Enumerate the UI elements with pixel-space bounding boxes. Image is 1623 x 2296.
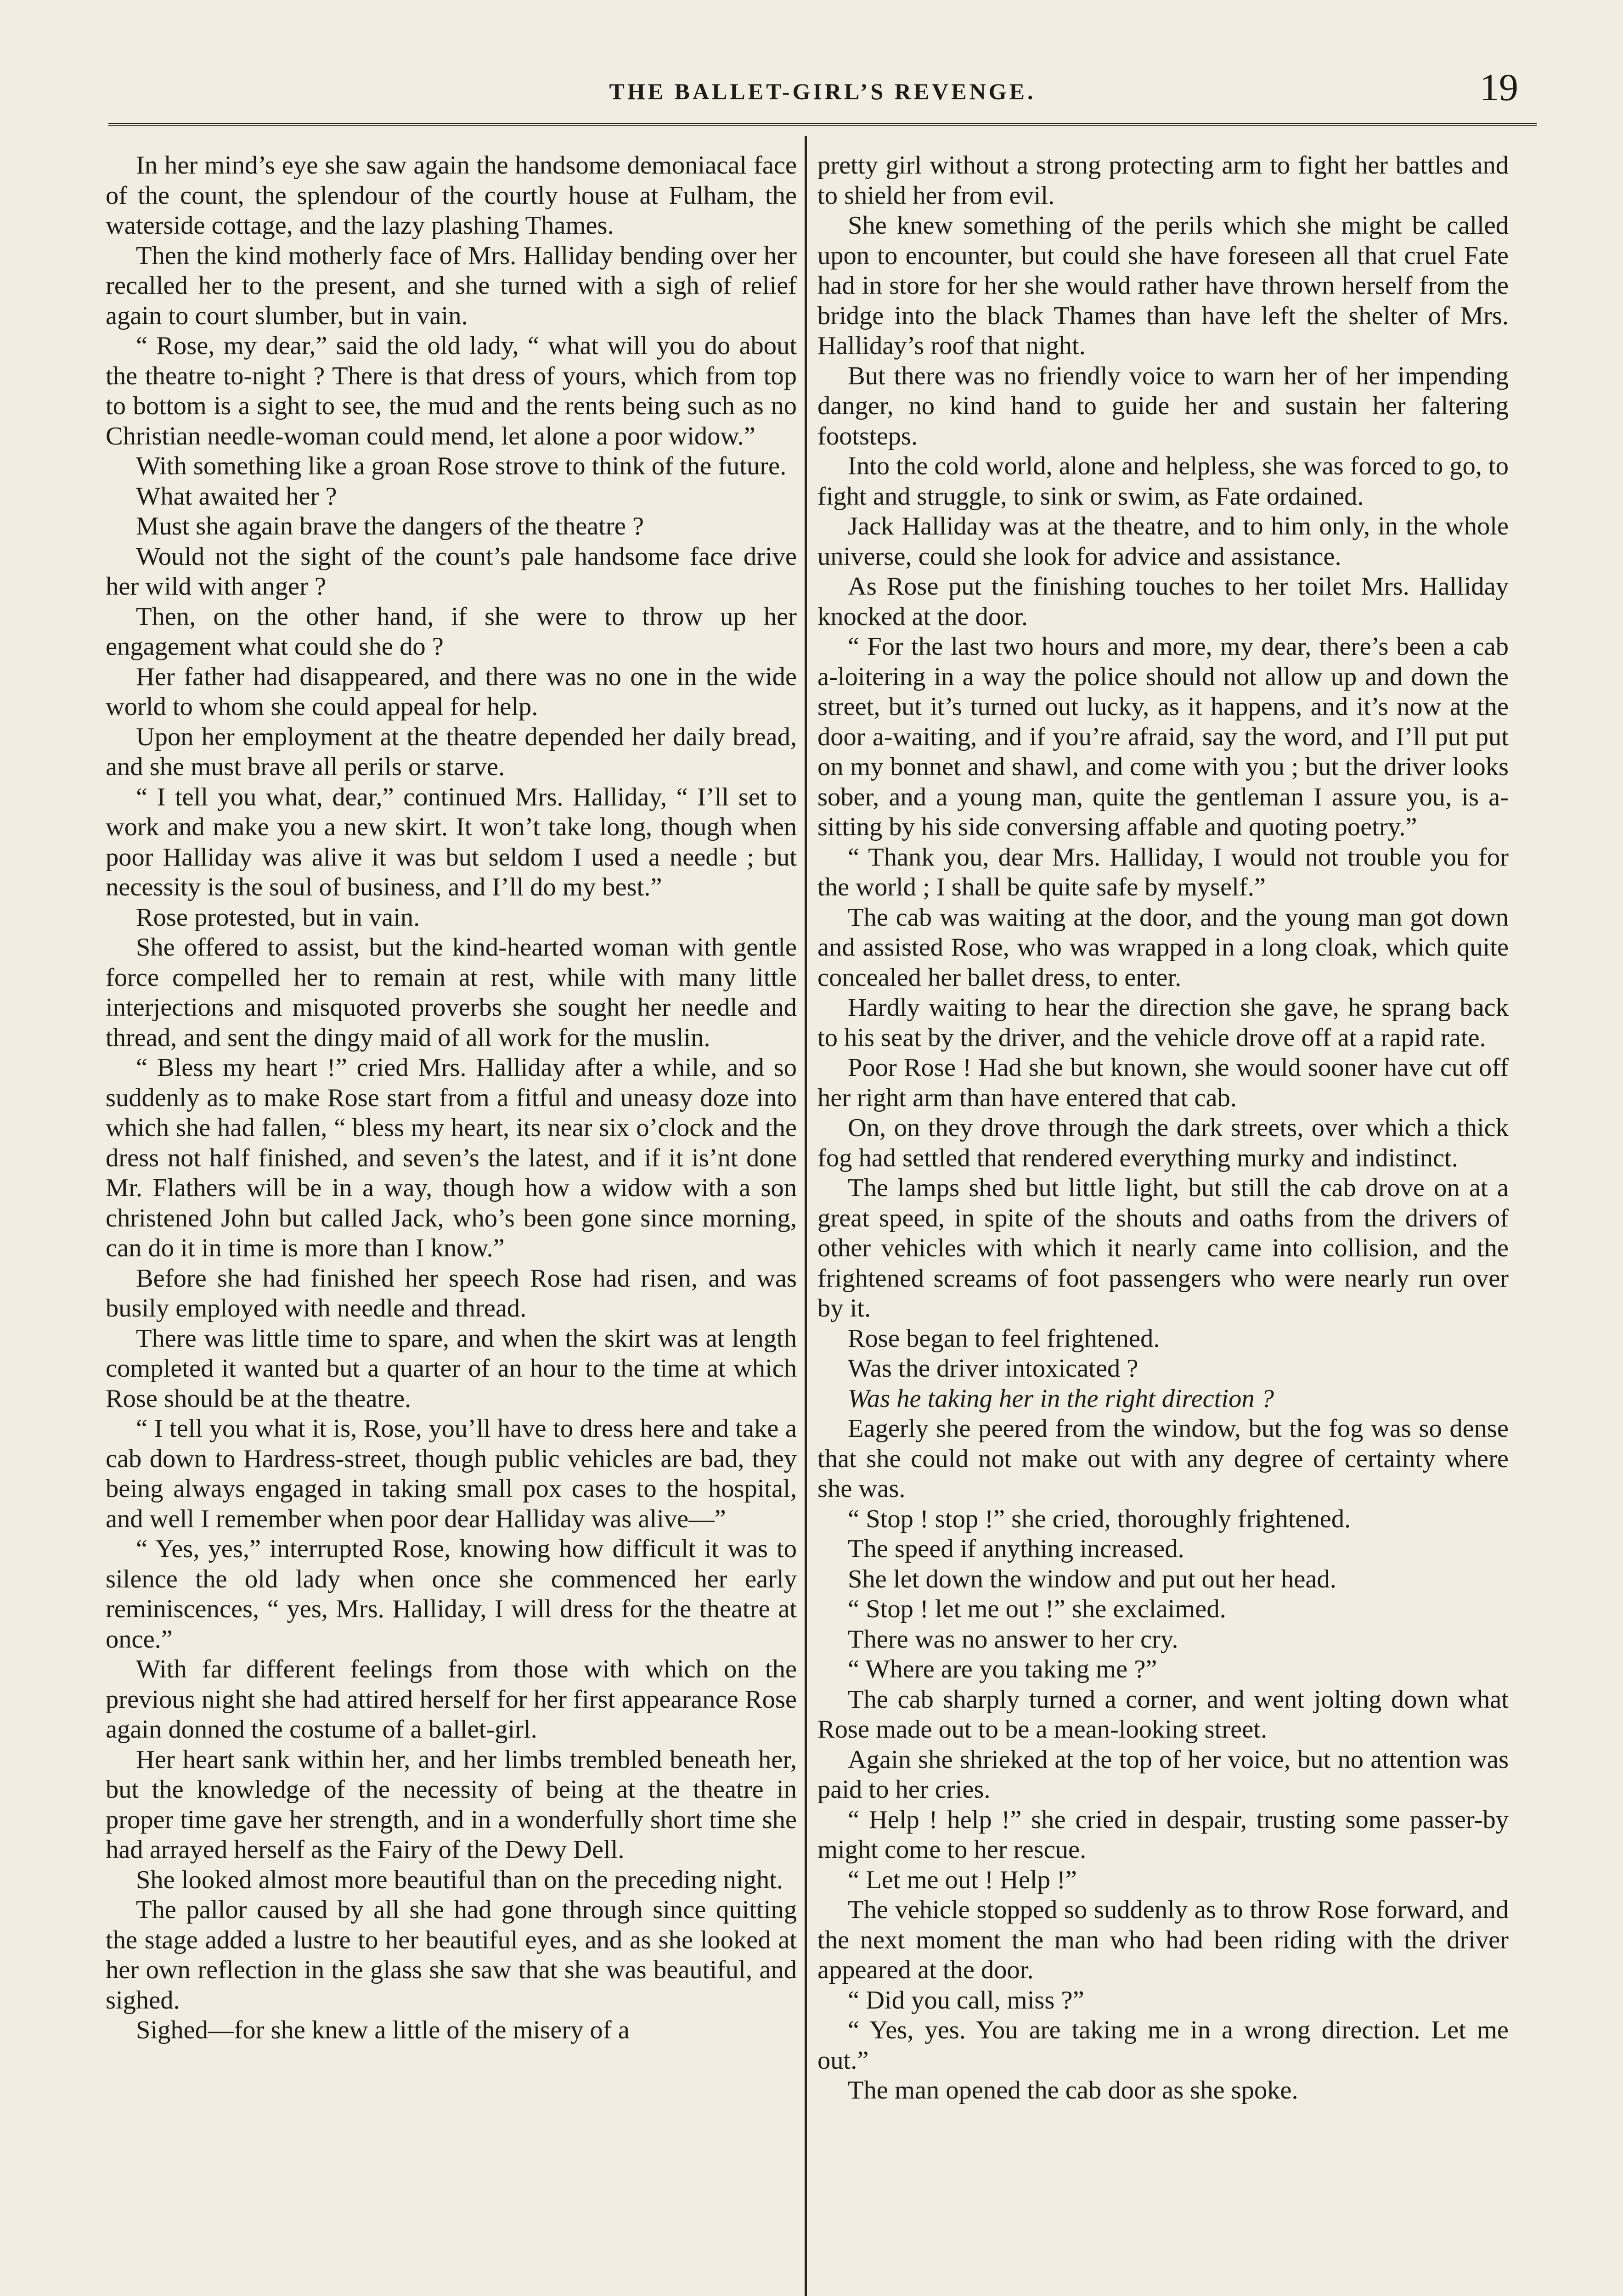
paragraph: Before she had finished her speech Rose had risen, and was busily employed with needle and thread. xyxy=(106,1264,797,1322)
paragraph: Jack Halliday was at the theatre, and to him only, in the whole universe, could she look for advice and assistance. xyxy=(817,512,1509,571)
paragraph: “ Yes, yes,” interrupted Rose, knowing how difficult it was to silence the old lady when once she commenced her early reminiscences, “ yes, Mrs. Halliday, I will dress for the theatre at once.” xyxy=(106,1535,797,1654)
paragraph: “ Thank you, dear Mrs. Halliday, I would not trouble you for the world ; I shall be quite safe by myself.” xyxy=(817,843,1509,901)
paragraph: Must she again brave the dangers of the theatre ? xyxy=(136,512,644,540)
paragraph: She offered to assist, but the kind-hearted woman with gentle force compelled her to remain at rest, while with many little interjections and misquoted proverbs she sought her needle and thread, and sent the dingy maid of all work for the muslin. xyxy=(106,933,797,1052)
paragraph: Her father had disappeared, and there was no one in the wide world to whom she could appeal for help. xyxy=(106,662,797,721)
paragraph: She let down the window and put out her head. xyxy=(848,1564,1336,1593)
paragraph: “ Help ! help !” she cried in despair, trusting some passer-by might come to her rescue. xyxy=(817,1805,1509,1864)
left-column xyxy=(106,151,797,2296)
paragraph-italic: Was he taking her in the right direction ? xyxy=(848,1384,1274,1413)
paragraph: The pallor caused by all she had gone through since quitting the stage added a lustre to her beautiful eyes, and as she looked at her own reflection in the glass she saw that she was beautiful, and sighed. xyxy=(106,1896,797,2015)
paragraph: The man opened the cab door as she spoke. xyxy=(848,2076,1298,2105)
paragraph: “ Yes, yes. You are taking me in a wrong direction. Let me out.” xyxy=(817,2016,1509,2075)
paragraph: Hardly waiting to hear the direction she gave, he sprang back to his seat by the driver, and the vehicle drove off at a rapid rate. xyxy=(817,993,1509,1052)
paragraph: Was the driver intoxicated ? xyxy=(848,1354,1138,1383)
paragraph: What awaited her ? xyxy=(136,482,337,511)
paragraph: In her mind’s eye she saw again the handsome demoniacal face of the count, the splendour of the courtly house at Fulham, the waterside cottage, and the lazy plashing Thames. xyxy=(106,151,797,240)
running-title: THE BALLET-GIRL’S REVENGE. xyxy=(609,79,1036,104)
paragraph: Her heart sank within her, and her limbs trembled beneath her, but the knowledge of the necessity of being at the theatre in proper time gave her strength, and in a wonderfully short time she had arrayed herself as the Fairy of the Dewy Dell. xyxy=(106,1745,797,1864)
paragraph: She knew something of the perils which she might be called upon to encounter, but could she have foreseen all that cruel Fate had in store for her she would rather have thrown herself from the bridge into the black Thames than have left the shelter of Mrs. Halliday’s roof that night. xyxy=(817,211,1509,360)
column-divider xyxy=(805,136,807,2296)
paragraph: “ Rose, my dear,” said the old lady, “ what will you do about the theatre to-night ? There is that dress of yours, which from top to bottom is a sight to see, the mud and the rents being such as no Christian needle-woman could mend, let alone a poor widow.” xyxy=(106,332,797,450)
paragraph: There was little time to spare, and when the skirt was at length completed it wanted but a quarter of an hour to the time at which Rose should be at the theatre. xyxy=(106,1324,797,1413)
paragraph: “ I tell you what, dear,” continued Mrs. Halliday, “ I’ll set to work and make you a new skirt. It won’t take long, though when poor Halliday was alive it was but seldom I used a needle ; but necessity is the soul of business, and I’ll do my best.” xyxy=(106,782,797,901)
paragraph: “ Stop ! stop !” she cried, thoroughly frightened. xyxy=(848,1504,1351,1533)
paragraph: Again she shrieked at the top of her voice, but no attention was paid to her cries. xyxy=(817,1745,1509,1804)
paragraph: As Rose put the finishing touches to her toilet Mrs. Halliday knocked at the door. xyxy=(817,572,1509,631)
paragraph: Upon her employment at the theatre depended her daily bread, and she must brave all perils or starve. xyxy=(106,722,797,781)
paragraph: Into the cold world, alone and helpless, she was forced to go, to fight and struggle, to sink or swim, as Fate ordained. xyxy=(817,452,1509,511)
paragraph: “ Bless my heart !” cried Mrs. Halliday after a while, and so suddenly as to make Rose start from a fitful and uneasy doze into which she had fallen, “ bless my heart, its near six o’clock and the dress not half finished, and seven’s the latest, and if it is’nt done Mr. Flathers will be in a way, though how a widow with a son christened John but called Jack, who’s been gone since morning, can do it in time is more than I know.” xyxy=(106,1053,797,1262)
paragraph: The cab sharply turned a corner, and went jolting down what Rose made out to be a mean-looking street. xyxy=(817,1685,1509,1744)
paragraph: She looked almost more beautiful than on the preceding night. xyxy=(136,1865,783,1894)
paragraph: With something like a groan Rose strove to think of the future. xyxy=(136,452,787,480)
paragraph: Rose protested, but in vain. xyxy=(136,903,420,932)
paragraph: Eagerly she peered from the window, but the fog was so dense that she could not make out with any degree of certainty where she was. xyxy=(817,1414,1509,1503)
page-number: 19 xyxy=(1480,66,1518,109)
paragraph: Then, on the other hand, if she were to throw up her engagement what could she do ? xyxy=(106,602,797,661)
right-column xyxy=(817,151,1509,2296)
paragraph: “ Stop ! let me out !” she exclaimed. xyxy=(848,1595,1226,1623)
paragraph: Sighed—for she knew a little of the misery of a xyxy=(136,2016,630,2044)
paragraph: “ I tell you what it is, Rose, you’ll have to dress here and take a cab down to Hardress-street, though public vehicles are bad, they being always engaged in taking small pox cases to the hospital, and well I remember when poor dear Halliday was alive—” xyxy=(106,1414,797,1533)
paragraph: Poor Rose ! Had she but known, she would sooner have cut off her right arm than have entered that cab. xyxy=(817,1053,1509,1112)
paragraph: But there was no friendly voice to warn her of her impending danger, no kind hand to guide her and sustain her faltering footsteps. xyxy=(817,361,1509,450)
paragraph: Would not the sight of the count’s pale handsome face drive her wild with anger ? xyxy=(106,542,797,601)
header-rule xyxy=(108,123,1537,126)
paragraph: “ For the last two hours and more, my dear, there’s been a cab a-loitering in a way the police should not allow up and down the street, but it’s turned out lucky, as it happens, and it’s now at the door a-waiting, and if you’re afraid, say the word, and I’ll put put on my bonnet and shawl, and come with you ; but the driver looks sober, and a young man, quite the gentleman I assure you, is a-sitting by his side conversing affable and quoting poetry.” xyxy=(817,632,1509,841)
paragraph: Then the kind motherly face of Mrs. Halliday bending over her recalled her to the present, and she turned with a sigh of relief again to court slumber, but in vain. xyxy=(106,241,797,330)
paragraph-continuation: pretty girl without a strong protecting arm to fight her battles and to shield her from evil. xyxy=(817,151,1509,210)
paragraph: The lamps shed but little light, but still the cab drove on at a great speed, in spite of the shouts and oaths from the drivers of other vehicles with which it nearly came into collision, and the frightened screams of foot passengers who were nearly run over by it. xyxy=(817,1174,1509,1322)
paragraph: “ Let me out ! Help !” xyxy=(848,1865,1077,1894)
paragraph: With far different feelings from those with which on the previous night she had attired herself for her first appearance Rose again donned the costume of a ballet-girl. xyxy=(106,1655,797,1744)
paragraph: Rose began to feel frightened. xyxy=(848,1324,1160,1353)
paragraph: There was no answer to her cry. xyxy=(848,1625,1178,1654)
paragraph: On, on they drove through the dark streets, over which a thick fog had settled that rendered everything murky and indistinct. xyxy=(817,1114,1509,1172)
running-header xyxy=(108,63,1537,114)
paragraph: The cab was waiting at the door, and the young man got down and assisted Rose, who was wrapped in a long cloak, which quite concealed her ballet dress, to enter. xyxy=(817,903,1509,992)
paragraph: The vehicle stopped so suddenly as to throw Rose forward, and the next moment the man who had been riding with the driver appeared at the door. xyxy=(817,1896,1509,1984)
paragraph: The speed if anything increased. xyxy=(848,1535,1184,1563)
paragraph: “ Where are you taking me ?” xyxy=(848,1655,1157,1683)
paragraph: “ Did you call, miss ?” xyxy=(848,1986,1084,2015)
